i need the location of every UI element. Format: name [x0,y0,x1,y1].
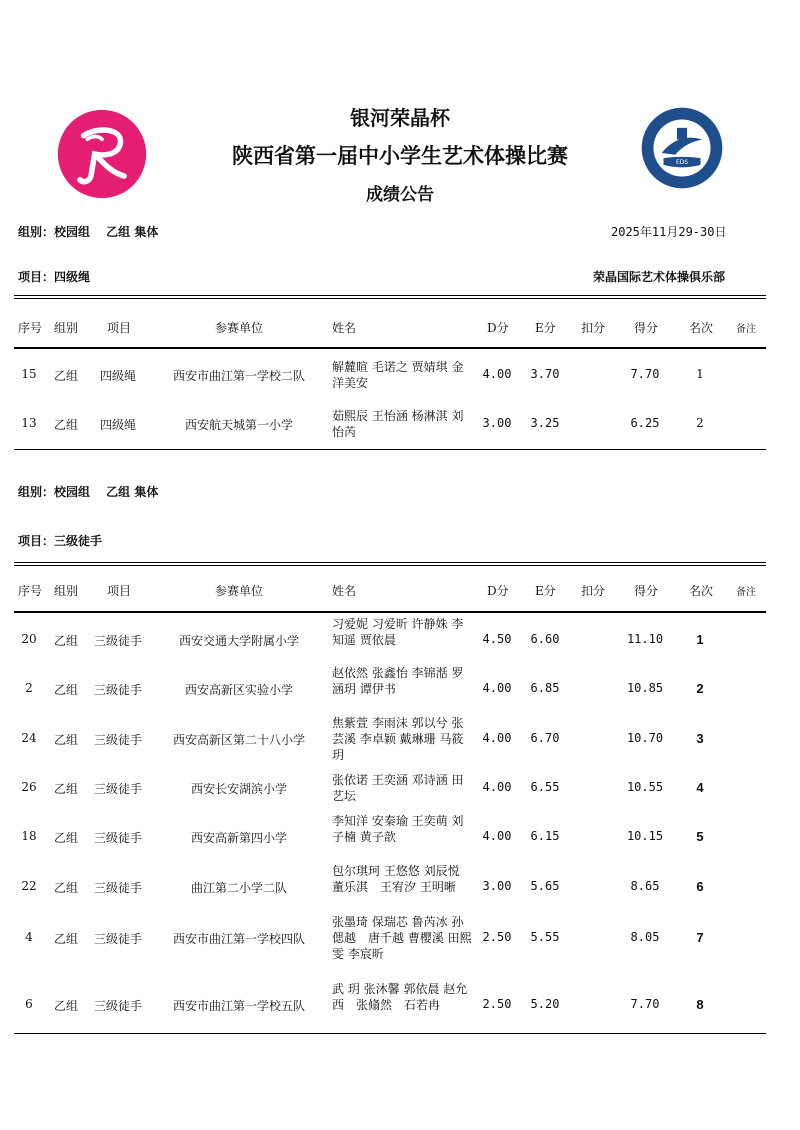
cell-names: 张墨琦 保瑞芯 鲁芮冰 孙偲越 唐千越 曹樱溪 田熙雯 李宸昕 [332,915,472,961]
cell-e: 5.65 [530,879,560,893]
cell-score: 10.55 [626,780,664,794]
cell-names: 张依诺 王奕涵 邓诗涵 田艺坛 [332,773,464,803]
group-label-2: 组别：校园组 乙组 集体 [18,485,159,499]
cell-e: 6.60 [530,632,560,646]
cell-unit: 西安长安湖滨小学 [190,782,288,796]
cell-event: 四级绳 [99,369,137,383]
cell-group: 乙组 [53,831,79,845]
cell-e: 5.20 [530,997,560,1011]
cell-unit: 曲江第二小学二队 [190,881,288,895]
cell-rank: 1 [696,367,704,381]
cell-event: 三级徒手 [93,831,143,845]
cell-e: 3.70 [530,367,560,381]
cell-names: 茹熙辰 王怡涵 杨淋淇 刘怡芮 [332,409,464,439]
col-note: 备注 [736,324,756,335]
cell-group: 乙组 [53,999,79,1013]
cell-e: 6.55 [530,780,560,794]
cell-no: 6 [25,997,33,1011]
cell-score: 8.65 [630,879,660,893]
cell-score: 10.85 [626,681,664,695]
cell-event: 三级徒手 [93,634,143,648]
cell-rank: 2 [696,416,704,430]
col-deduct: 扣分 [581,584,606,598]
cell-unit: 西安市曲江第一学校四队 [172,932,306,946]
cell-d: 4.00 [482,731,512,745]
cell-event: 三级徒手 [93,683,143,697]
col-event: 项目 [107,321,132,335]
col-group: 组别 [54,584,79,598]
cell-d: 2.50 [482,930,512,944]
col-e: E分 [535,321,556,335]
table2-top-rule [14,562,766,566]
col-unit: 参赛单位 [215,584,264,598]
cell-names: 包尔琪珂 王悠悠 刘辰悦 董乐淇 王宥汐 王明晰 [332,864,460,894]
cell-event: 三级徒手 [93,881,143,895]
table2-header-rule [14,611,766,613]
cell-group: 乙组 [53,683,79,697]
cell-names: 李知洋 安秦瑜 王奕萌 刘子楠 黄子歆 [332,814,464,844]
col-score: 得分 [634,321,659,335]
cell-group: 乙组 [53,733,79,747]
cell-group: 乙组 [53,932,79,946]
cell-e: 3.25 [530,416,560,430]
cell-group: 乙组 [53,634,79,648]
col-names: 姓名 [332,584,357,598]
col-score: 得分 [634,584,659,598]
cell-score: 10.15 [626,829,664,843]
cell-no: 18 [21,829,37,843]
cell-no: 24 [21,731,37,745]
cell-d: 4.00 [482,681,512,695]
cell-unit: 西安市曲江第一学校五队 [172,999,306,1013]
cell-score: 11.10 [626,632,664,646]
cell-score: 8.05 [630,930,660,944]
col-unit: 参赛单位 [215,321,264,335]
competition-title: 陕西省第一届中小学生艺术体操比赛 [232,143,568,168]
col-rank: 名次 [689,584,714,598]
cell-d: 4.00 [482,829,512,843]
cell-no: 4 [25,930,33,944]
group-label-1: 组别：校园组 乙组 集体 [18,225,159,239]
cell-rank: 3 [696,731,704,746]
event-label-2: 项目：三级徒手 [18,534,103,548]
cell-d: 4.00 [482,367,512,381]
table1-header-rule [14,347,766,349]
col-event: 项目 [107,584,132,598]
cell-d: 2.50 [482,997,512,1011]
cell-group: 乙组 [53,782,79,796]
col-no: 序号 [18,321,43,335]
cell-unit: 西安市曲江第一学校二队 [172,369,306,383]
cell-unit: 西安航天城第一小学 [184,418,294,432]
cell-d: 4.50 [482,632,512,646]
cell-no: 15 [21,367,37,381]
cell-rank: 5 [696,829,704,844]
cell-event: 四级绳 [99,418,137,432]
cell-score: 10.70 [626,731,664,745]
cell-group: 乙组 [53,418,79,432]
cell-e: 6.85 [530,681,560,695]
col-d: D分 [487,321,509,335]
cell-unit: 西安高新第四小学 [190,831,288,845]
col-note: 备注 [736,587,756,598]
cell-e: 6.15 [530,829,560,843]
cell-e: 6.70 [530,731,560,745]
svg-text:EDS: EDS [676,159,688,166]
cell-group: 乙组 [53,881,79,895]
col-group: 组别 [54,321,79,335]
cell-rank: 6 [696,879,704,894]
cell-score: 7.70 [630,997,660,1011]
date-label: 2025年11月29-30日 [611,225,727,239]
cell-names: 武 玥 张沐馨 郭依晨 赵允西 张翛然 石若冉 [332,982,468,1012]
col-d: D分 [487,584,509,598]
col-names: 姓名 [332,321,357,335]
cell-rank: 2 [696,681,704,696]
cell-names: 解麓暄 毛诺之 贾婧琪 金洋美安 [332,360,464,390]
cell-group: 乙组 [53,369,79,383]
cell-event: 三级徒手 [93,999,143,1013]
cell-rank: 4 [696,780,704,795]
cell-no: 22 [21,879,37,893]
cell-names: 习爱妮 习爱昕 许静姝 李知遥 贾依晨 [332,617,464,647]
cell-names: 赵依然 张鑫怡 李锦湉 罗涵玥 谭伊书 [332,666,464,696]
results-title: 成绩公告 [366,185,434,205]
table1-bottom-rule [14,449,766,450]
cell-no: 26 [21,780,37,794]
cell-event: 三级徒手 [93,782,143,796]
cell-unit: 西安交通大学附属小学 [178,634,300,648]
cell-unit: 西安高新区第二十八小学 [172,733,306,747]
cell-e: 5.55 [530,930,560,944]
cell-unit: 西安高新区实验小学 [184,683,294,697]
cell-d: 3.00 [482,879,512,893]
cell-score: 7.70 [630,367,660,381]
col-deduct: 扣分 [581,321,606,335]
col-rank: 名次 [689,321,714,335]
cell-no: 2 [25,681,33,695]
organizer-label: 荣晶国际艺术体操俱乐部 [593,270,726,284]
cell-rank: 1 [696,632,704,647]
cell-names: 焦紫萱 李雨沫 郭以兮 张芸溪 李卓颖 戴琳珊 马筱玥 [332,716,464,762]
cell-event: 三级徒手 [93,932,143,946]
cell-event: 三级徒手 [93,733,143,747]
cell-rank: 8 [696,997,704,1012]
event-title: 银河荣晶杯 [350,106,450,130]
event-label-1: 项目：四级绳 [18,270,91,284]
cell-rank: 7 [696,930,704,945]
cell-score: 6.25 [630,416,660,430]
col-no: 序号 [18,584,43,598]
cell-d: 4.00 [482,780,512,794]
cell-d: 3.00 [482,416,512,430]
col-e: E分 [535,584,556,598]
table1-top-rule [14,295,766,299]
cell-no: 13 [21,416,37,430]
table2-bottom-rule [14,1033,766,1034]
cell-no: 20 [21,632,37,646]
